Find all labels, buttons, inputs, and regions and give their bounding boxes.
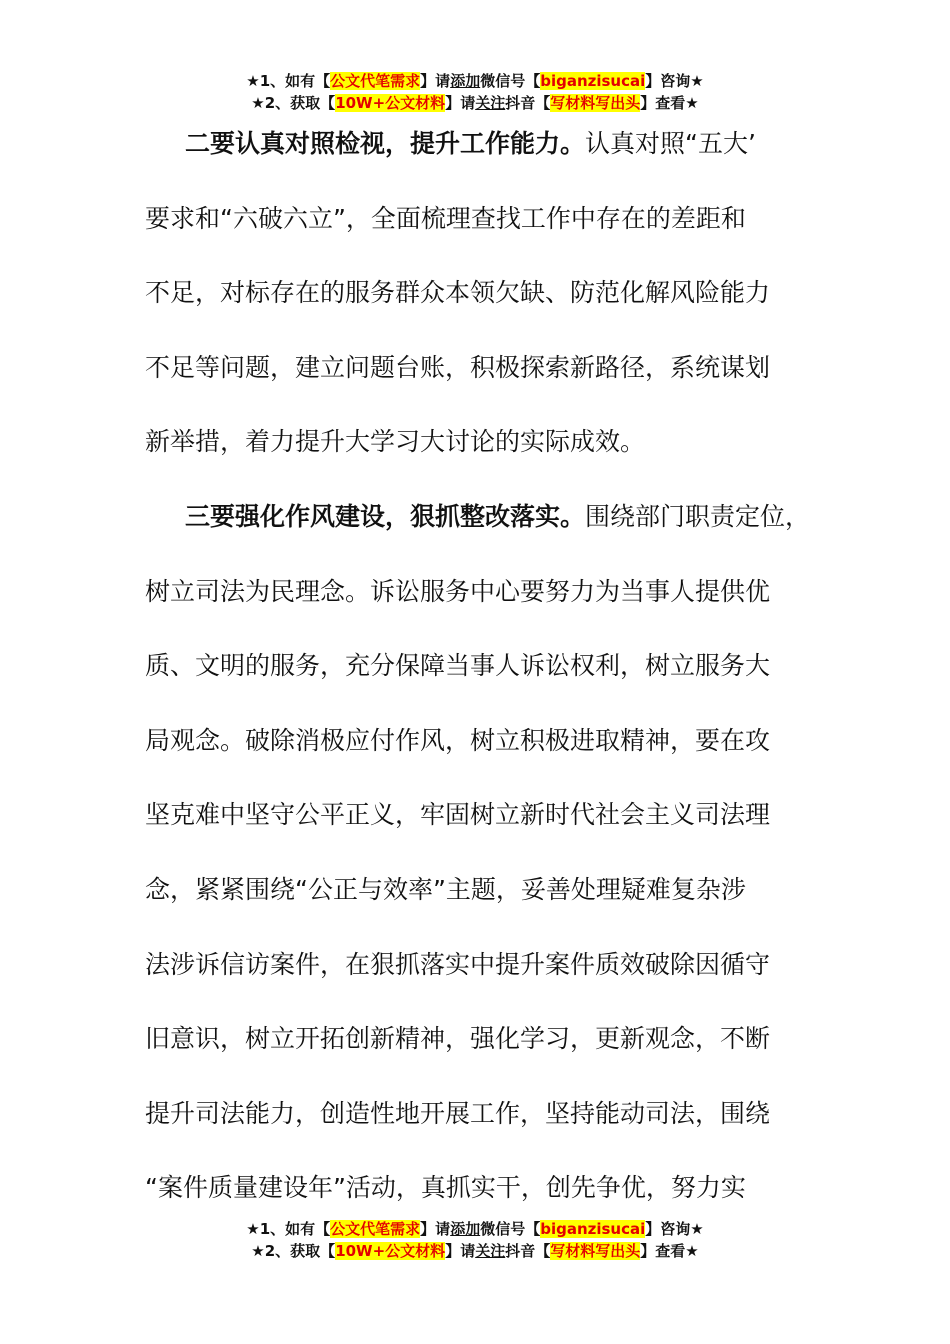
banner-text: ★1、如有【 [246,72,331,90]
banner-text: ★1、如有【 [246,1220,331,1238]
banner-text: 】查看★ [640,94,699,112]
paragraph-text: 认真对照“五大’ [585,129,756,158]
banner-line-2 [0,1240,950,1262]
wechat-id: biganzisucai [540,72,646,90]
banner-line-2 [0,92,950,114]
banner-text: 】查看★ [640,1242,699,1260]
banner-text: 抖音【 [505,1242,551,1260]
banner-line-1 [0,1218,950,1240]
banner-highlight: 10W+公文材料 [335,1242,446,1260]
banner-text: 】请 [445,1242,476,1260]
banner-text: 】咨询★ [645,72,704,90]
banner-text: 】请 [420,1220,451,1238]
banner-highlight: 公文代笔需求 [330,72,421,90]
paragraph-3-line: 念，紧紧围绕“公正与效率”主题，妥善处理疑难复杂涉 [145,874,746,904]
banner-underline: 添加 [450,72,481,90]
paragraph-heading: 二要认真对照检视，提升工作能力。 [185,129,586,158]
banner-highlight: 10W+公文材料 [335,94,446,112]
paragraph-3-line: 局观念。破除消极应付作风，树立积极进取精神，要在攻 [145,725,771,755]
paragraph-3-line: “案件质量建设年”活动，真抓实干，创先争优，努力实 [145,1173,746,1203]
paragraph-2-line: 要求和“六破六立”，全面梳理查找工作中存在的差距和 [145,203,746,233]
paragraph-text: 围绕部门职责定位， [585,501,811,531]
banner-text: 】请 [420,72,451,90]
paragraph-heading: 三要强化作风建设，狠抓整改落实。 [185,501,586,531]
paragraph-3-line: 树立司法为民理念。诉讼服务中心要努力为当事人提供优 [145,576,771,606]
banner-text: 微信号【 [480,1220,541,1238]
paragraph-3-line: 提升司法能力，创造性地开展工作，坚持能动司法，围绕 [145,1098,771,1128]
wechat-id: biganzisucai [540,1220,646,1238]
banner-highlight: 公文代笔需求 [330,1220,421,1238]
banner-text: 微信号【 [480,72,541,90]
douyin-id: 写材料写出头 [550,1242,641,1260]
banner-text: ★2、获取【 [251,94,336,112]
document-body [145,123,811,1242]
banner-underline: 添加 [450,1220,481,1238]
banner-text: 】咨询★ [645,1220,704,1238]
banner-underline: 关注 [475,94,506,112]
paragraph-3-line: 坚克难中坚守公平正义，牢固树立新时代社会主义司法理 [145,800,771,830]
banner-text: ★2、获取【 [251,1242,336,1260]
paragraph-2-line: 新举措，着力提升大学习大讨论的实际成效。 [145,427,646,457]
banner-text: 】请 [445,94,476,112]
paragraph-3-line: 法涉诉信访案件，在狠抓落实中提升案件质效破除因循守 [145,949,771,979]
paragraph-2-line: 不足，对标存在的服务群众本领欠缺、防范化解风险能力 [145,278,771,308]
douyin-id: 写材料写出头 [550,94,641,112]
banner-line-1 [0,70,950,92]
paragraph-2-line: 不足等问题，建立问题台账，积极探索新路径，系统谋划 [145,352,771,382]
banner-underline: 关注 [475,1242,506,1260]
header-banner [0,70,950,114]
footer-banner [0,1218,950,1262]
paragraph-3-line: 质、文明的服务，充分保障当事人诉讼权利，树立服务大 [145,651,771,681]
paragraph-3-line [145,496,811,571]
paragraph-3-line: 旧意识，树立开拓创新精神，强化学习，更新观念，不断 [145,1024,771,1054]
banner-text: 抖音【 [505,94,551,112]
paragraph-2-line [145,123,805,198]
